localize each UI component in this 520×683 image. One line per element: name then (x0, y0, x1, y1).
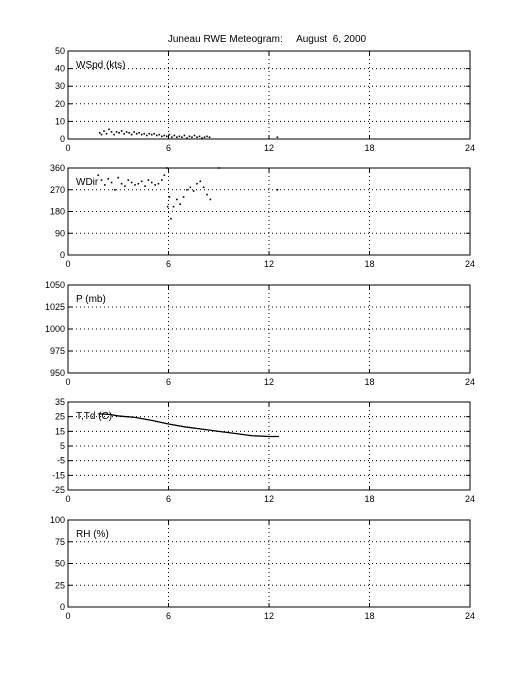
data-point (210, 199, 212, 201)
y-tick-label: 10 (54, 116, 65, 127)
y-tick-label: 360 (49, 163, 65, 173)
data-point (136, 133, 138, 135)
y-tick-label: 50 (54, 46, 65, 56)
data-point (138, 132, 140, 134)
data-point (141, 180, 143, 182)
data-point (106, 133, 108, 135)
data-point (169, 134, 171, 136)
data-point (193, 190, 195, 192)
data-point (134, 184, 136, 186)
data-point (181, 136, 183, 138)
y-tick-label: -5 (56, 455, 65, 466)
data-point (153, 133, 155, 135)
data-point (169, 196, 171, 198)
data-point (117, 177, 119, 179)
data-point (104, 184, 106, 186)
y-tick-label: 950 (49, 368, 65, 378)
data-point (173, 206, 175, 208)
data-point (111, 182, 113, 184)
x-tick-label: 18 (364, 377, 375, 387)
data-point (107, 178, 109, 180)
panel-label: T,Td (C) (76, 411, 113, 422)
y-tick-label: 35 (54, 397, 65, 407)
data-point (116, 131, 118, 133)
panel-2 (50, 163, 475, 269)
x-tick-label: 6 (165, 494, 172, 504)
data-point (166, 136, 168, 138)
y-tick-label: 5 (59, 441, 65, 451)
x-tick-label: 24 (464, 259, 476, 269)
data-point (123, 133, 125, 135)
data-point (121, 130, 123, 132)
data-point (143, 133, 145, 135)
y-tick-label: -25 (51, 485, 65, 495)
data-point (170, 218, 172, 220)
data-point (209, 136, 211, 138)
panel-5 (50, 515, 475, 621)
data-point (186, 189, 188, 191)
data-point (128, 179, 130, 181)
data-point (101, 134, 103, 136)
y-tick-label: 25 (54, 580, 65, 591)
y-tick-label: 1000 (44, 324, 65, 334)
data-point (164, 174, 166, 176)
data-point (161, 136, 163, 138)
y-tick-label: 100 (49, 515, 65, 525)
x-tick-label: 6 (165, 611, 172, 621)
data-point (146, 135, 148, 137)
panel-label: RH (%) (76, 529, 109, 540)
data-point (99, 132, 101, 134)
x-tick-label: 24 (464, 377, 476, 387)
data-point (167, 206, 169, 208)
y-tick-label: 15 (54, 426, 65, 437)
data-point (204, 136, 206, 138)
data-point (121, 183, 123, 185)
data-point (179, 136, 181, 138)
x-tick-label: 12 (263, 143, 275, 153)
data-point (196, 136, 198, 138)
data-point (101, 179, 103, 181)
y-tick-label: 1025 (44, 302, 65, 312)
y-tick-label: 0 (59, 602, 65, 612)
data-point (158, 183, 160, 185)
y-tick-label: 25 (54, 411, 65, 422)
x-tick-label: 6 (165, 377, 172, 387)
x-tick-label: 24 (464, 611, 476, 621)
y-tick-label: 270 (49, 184, 65, 195)
data-point (126, 131, 128, 133)
x-tick-label: 6 (165, 143, 172, 153)
y-tick-label: 40 (54, 63, 65, 74)
data-point (148, 133, 150, 135)
data-point (201, 137, 203, 139)
x-tick-label: 0 (65, 377, 71, 387)
data-point (154, 184, 156, 186)
data-point (111, 131, 113, 133)
x-tick-label: 18 (364, 494, 375, 504)
x-tick-label: 12 (263, 377, 275, 387)
y-tick-label: 50 (54, 558, 65, 569)
data-point (206, 194, 208, 196)
x-tick-label: 12 (263, 494, 275, 504)
y-tick-label: 20 (54, 98, 65, 109)
panel-1 (55, 46, 475, 153)
data-point (166, 167, 168, 169)
y-tick-label: 180 (49, 206, 65, 217)
data-point (194, 135, 196, 137)
data-point (131, 134, 133, 136)
x-tick-label: 12 (263, 259, 275, 269)
data-point (138, 183, 140, 185)
y-tick-label: 75 (54, 536, 65, 547)
y-tick-label: 30 (54, 81, 65, 92)
data-point (131, 182, 133, 184)
x-tick-label: 0 (65, 143, 71, 153)
data-point (199, 136, 201, 138)
data-point (144, 185, 146, 187)
data-point (196, 183, 198, 185)
x-tick-label: 6 (165, 259, 172, 269)
y-tick-label: -15 (51, 470, 65, 481)
figure-title: Juneau RWE Meteogram: August 6, 2000 (167, 34, 367, 45)
data-point (103, 130, 105, 132)
data-point (171, 136, 173, 138)
panel-label: P (mb) (76, 294, 106, 305)
data-point (113, 134, 115, 136)
x-tick-label: 12 (263, 611, 275, 621)
data-point (189, 136, 191, 138)
data-point (151, 134, 153, 136)
y-tick-label: 0 (59, 134, 65, 144)
data-point (218, 167, 220, 169)
data-point (200, 180, 202, 182)
y-tick-label: 1050 (44, 280, 65, 290)
data-point (118, 132, 120, 134)
data-point (191, 136, 193, 138)
data-point (206, 136, 208, 138)
data-point (133, 131, 135, 133)
x-tick-label: 18 (364, 143, 375, 153)
panel-4 (52, 397, 475, 504)
data-point (161, 179, 163, 181)
data-point (179, 203, 181, 205)
x-tick-label: 18 (364, 611, 375, 621)
data-point (184, 135, 186, 137)
data-point (158, 134, 160, 136)
data-point (203, 187, 205, 189)
x-tick-label: 0 (65, 611, 71, 621)
data-point (164, 135, 166, 137)
data-point (176, 199, 178, 201)
x-tick-label: 0 (65, 494, 71, 504)
y-tick-label: 0 (59, 250, 65, 260)
data-point (108, 129, 110, 131)
data-point (114, 189, 116, 191)
data-point (176, 136, 178, 138)
panel-label: WSpd (kts) (76, 60, 126, 71)
x-tick-label: 24 (464, 494, 476, 504)
x-tick-label: 0 (65, 259, 71, 269)
data-point (141, 134, 143, 136)
data-point (156, 135, 158, 137)
data-point (151, 182, 153, 184)
x-tick-label: 24 (464, 143, 476, 153)
x-tick-label: 18 (364, 259, 375, 269)
y-tick-label: 975 (49, 346, 65, 356)
panel-3 (45, 280, 475, 387)
panel-label: WDir (76, 177, 99, 188)
y-tick-label: 90 (54, 228, 65, 239)
data-point (277, 189, 279, 191)
data-point (124, 185, 126, 187)
data-point (174, 135, 176, 137)
data-point (97, 174, 99, 176)
data-point (148, 179, 150, 181)
data-point (189, 187, 191, 189)
data-point (277, 136, 279, 138)
data-point (183, 196, 185, 198)
data-point (186, 137, 188, 139)
data-point (128, 132, 130, 134)
